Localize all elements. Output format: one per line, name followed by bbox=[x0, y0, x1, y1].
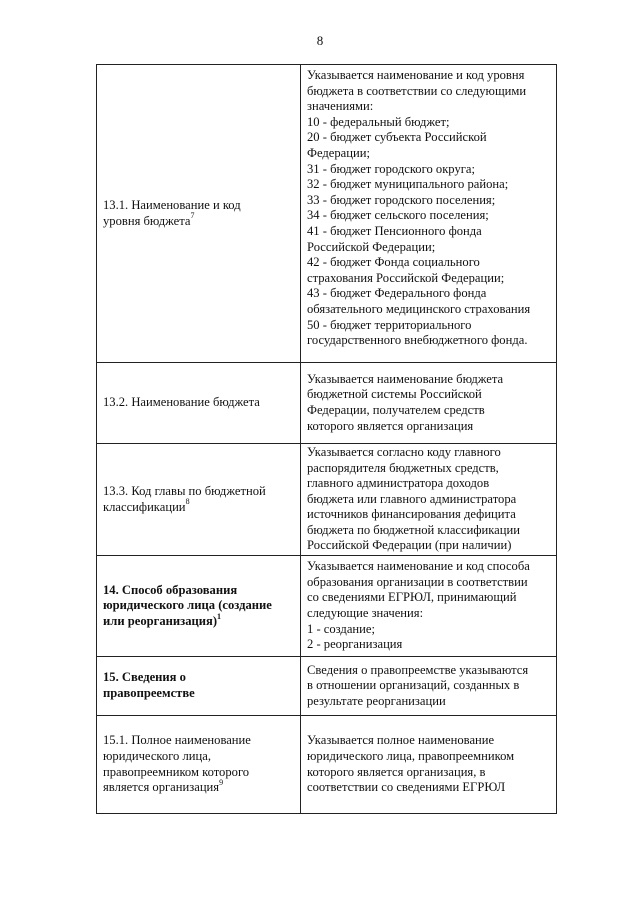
field-name-line: 15. Сведения о bbox=[103, 670, 186, 685]
description-line: Указывается согласно коду главного bbox=[307, 444, 501, 459]
description-line: 41 - бюджет Пенсионного фонда bbox=[307, 223, 482, 238]
description-line: Федерации, получателем средств bbox=[307, 403, 485, 417]
description-line: бюджета или главного администратора bbox=[307, 491, 517, 506]
field-name-line: правопреемстве bbox=[103, 686, 195, 700]
field-description-cell bbox=[301, 556, 557, 657]
table-row bbox=[97, 65, 557, 363]
description-line: результате реорганизации bbox=[307, 693, 446, 708]
description-line: Российской Федерации (при наличии) bbox=[307, 538, 512, 553]
table-row bbox=[97, 657, 557, 716]
description-line: бюджета в соответствии со следующими bbox=[307, 83, 527, 98]
footnote-marker: 8 bbox=[185, 497, 190, 507]
description-line: образования организации в соответствии bbox=[307, 574, 528, 589]
description-line: которого является организация bbox=[307, 418, 474, 433]
page-number: 8 bbox=[316, 33, 324, 48]
description-line: 32 - бюджет муниципального района; bbox=[307, 177, 509, 192]
description-line: которого является организация, в bbox=[307, 764, 486, 779]
field-description-cell bbox=[301, 657, 557, 716]
table-row bbox=[97, 716, 557, 814]
description-line: Указывается наименование бюджета bbox=[307, 371, 504, 386]
field-name-cell bbox=[97, 444, 301, 556]
field-name-line: классификации$^8$ bbox=[103, 497, 190, 514]
description-line: бюджета по бюджетной классификации bbox=[307, 522, 520, 537]
description-line: юридического лица, правопреемником bbox=[307, 748, 515, 763]
footnote-marker: 7 bbox=[190, 211, 195, 221]
description-line: значениями: bbox=[307, 99, 374, 114]
requisites-table bbox=[96, 64, 557, 814]
description-line: 50 - бюджет территориального bbox=[307, 317, 472, 332]
field-name-line: уровня бюджета$^7$ bbox=[103, 211, 195, 228]
field-description-cell bbox=[301, 363, 557, 444]
description-line: 10 - федеральный бюджет; bbox=[307, 114, 450, 129]
footnote-marker: 9 bbox=[219, 777, 224, 787]
description-line: 42 - бюджет Фонда социального bbox=[307, 255, 480, 270]
description-line: соответствии со сведениями ЕГРЮЛ bbox=[307, 780, 506, 795]
field-name-line: является организация$^9$ bbox=[103, 777, 224, 795]
description-line: со сведениями ЕГРЮЛ, принимающий bbox=[307, 590, 517, 605]
description-line: в отношении организаций, созданных в bbox=[307, 678, 520, 693]
table-body bbox=[97, 65, 557, 814]
field-description-cell bbox=[301, 65, 557, 363]
field-name-line: юридического лица (создание bbox=[103, 598, 272, 613]
field-name-line: 13.3. Код главы по бюджетной bbox=[103, 483, 266, 498]
description-line: Указывается наименование и код способа bbox=[307, 559, 530, 574]
description-line: 1 - создание; bbox=[307, 621, 375, 636]
table-row bbox=[97, 363, 557, 444]
field-name-line: юридического лица, bbox=[103, 748, 211, 763]
description-line: Сведения о правопреемстве указываются bbox=[307, 662, 529, 677]
description-line: 33 - бюджет городского поселения; bbox=[307, 192, 496, 207]
table-row bbox=[97, 444, 557, 556]
field-name-line: 13.1. Наименование и код bbox=[103, 197, 241, 212]
description-line: следующие значения: bbox=[307, 606, 424, 620]
field-description-cell bbox=[301, 716, 557, 814]
field-description-cell bbox=[301, 444, 557, 556]
field-name-cell bbox=[97, 716, 301, 814]
description-line: 20 - бюджет субъекта Российской bbox=[307, 130, 487, 145]
description-line: 43 - бюджет Федерального фонда bbox=[307, 286, 487, 301]
description-line: распорядителя бюджетных средств, bbox=[307, 460, 499, 475]
description-line: Российской Федерации; bbox=[307, 239, 436, 254]
description-line: обязательного медицинского страхования bbox=[307, 301, 531, 316]
field-name-line: 15.1. Полное наименование bbox=[103, 733, 251, 748]
description-line: Федерации; bbox=[307, 145, 370, 160]
description-line: государственного внебюджетного фонда. bbox=[307, 333, 528, 348]
description-line: бюджетной системы Российской bbox=[307, 387, 482, 402]
description-line: 34 - бюджет сельского поселения; bbox=[307, 208, 489, 223]
field-name-cell bbox=[97, 657, 301, 716]
footnote-marker: 1 bbox=[217, 611, 222, 621]
description-line: источников финансирования дефицита bbox=[307, 507, 516, 522]
description-line: Указывается наименование и код уровня bbox=[307, 68, 525, 82]
field-name-line: 13.2. Наименование бюджета bbox=[103, 395, 260, 410]
field-name-line: 14. Способ образования bbox=[103, 582, 238, 597]
description-line: 31 - бюджет городского округа; bbox=[307, 161, 475, 176]
description-line: страхования Российской Федерации; bbox=[307, 270, 505, 285]
table-row bbox=[97, 556, 557, 657]
description-line: 2 - реорганизация bbox=[307, 637, 403, 652]
field-name-cell bbox=[97, 363, 301, 444]
field-name-line: правопреемником которого bbox=[103, 764, 250, 779]
description-line: Указывается полное наименование bbox=[307, 733, 495, 748]
field-name-line: или реорганизация)$^1$ bbox=[103, 611, 222, 628]
description-line: главного администратора доходов bbox=[307, 476, 490, 491]
field-name-cell bbox=[97, 65, 301, 363]
field-name-cell bbox=[97, 556, 301, 657]
